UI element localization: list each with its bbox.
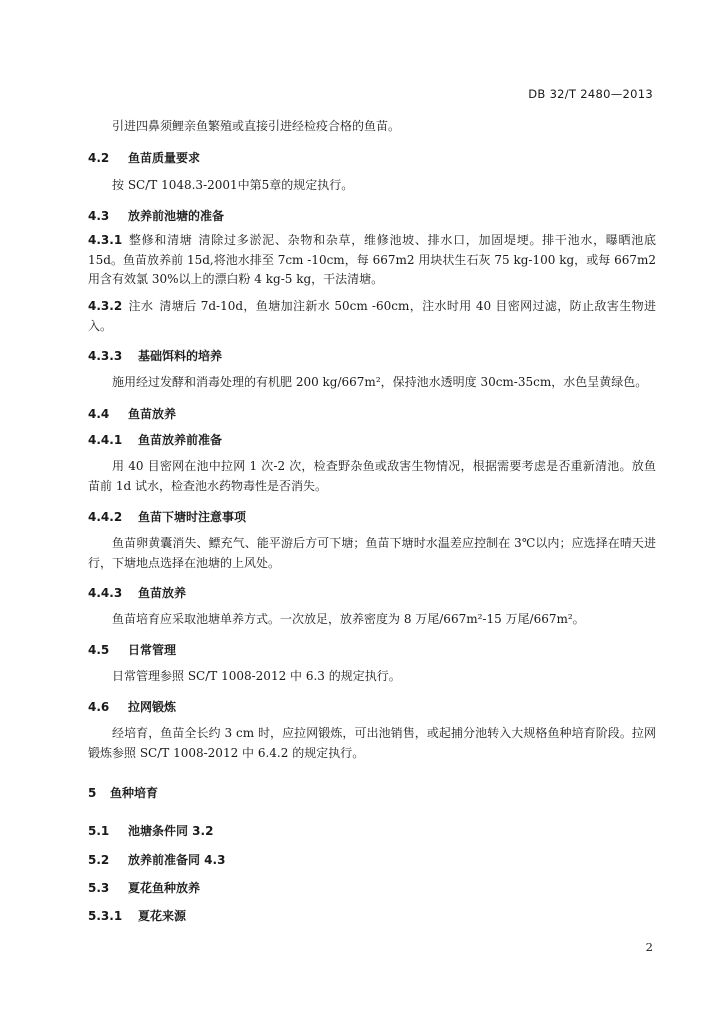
heading-number: 5.3 bbox=[88, 881, 110, 895]
heading-number: 5 bbox=[88, 786, 97, 800]
section-title: 注水 bbox=[128, 299, 154, 313]
heading-4-4-3 bbox=[88, 584, 186, 601]
heading-number: 5.1 bbox=[88, 824, 110, 838]
heading-title: 日常管理 bbox=[128, 643, 177, 657]
heading-number: 4.4 bbox=[88, 407, 110, 421]
heading-title: 池塘条件同 3.2 bbox=[128, 824, 214, 838]
heading-5 bbox=[88, 784, 158, 801]
heading-number: 5.3.1 bbox=[88, 909, 123, 923]
heading-4-3-3 bbox=[88, 347, 222, 364]
heading-number: 4.3 bbox=[88, 209, 110, 223]
heading-4-4-2 bbox=[88, 508, 246, 525]
heading-title: 鱼苗放养 bbox=[128, 407, 177, 421]
section-title: 整修和清塘 bbox=[128, 233, 193, 247]
heading-number: 4.5 bbox=[88, 643, 110, 657]
page-number: 2 bbox=[645, 940, 653, 954]
section-text: 清塘后 7d-10d，鱼塘加注新水 50cm -60cm，注水时用 40 目密网过滤，防止敌害生物进入。 bbox=[88, 299, 656, 333]
heading-number: 5.2 bbox=[88, 853, 110, 867]
heading-4-2 bbox=[88, 149, 200, 166]
heading-5-3 bbox=[88, 879, 200, 896]
heading-number: 4.4.2 bbox=[88, 510, 123, 524]
paragraph-4-3-3: 施用经过发酵和消毒处理的有机肥 200 kg/667m²，保持池水透明度 30cm-35cm，水色呈黄绿色。 bbox=[112, 375, 648, 389]
paragraph-4-4-3: 鱼苗培育应采取池塘单养方式。一次放足，放养密度为 8 万尾/667m²-15 万尾/667m²。 bbox=[112, 612, 585, 626]
heading-5-1 bbox=[88, 822, 213, 839]
heading-number: 4.3.3 bbox=[88, 349, 123, 363]
heading-title: 放养前池塘的准备 bbox=[128, 209, 225, 223]
heading-5-3-1 bbox=[88, 907, 186, 924]
paragraph-4-5: 日常管理参照 SC/T 1008-2012 中 6.3 的规定执行。 bbox=[112, 669, 401, 683]
paragraph-4-6: 经培育，鱼苗全长约 3 cm 时，应拉网锻炼，可出池销售，或起捕分池转入大规格鱼种培育阶段。拉网锻炼参照 SC/T 1008-2012 中 6.4.2 的规定执行。 bbox=[88, 726, 656, 760]
paragraph-4-2: 按 SC/T 1048.3-2001中第5章的规定执行。 bbox=[112, 178, 354, 192]
paragraph-4-4-2: 鱼苗卵黄囊消失、鳔充气、能平游后方可下塘；鱼苗下塘时水温差应控制在 3℃以内；应选择在晴天进行，下塘地点选择在池塘的上风处。 bbox=[88, 536, 656, 570]
heading-4-4 bbox=[88, 405, 176, 422]
heading-title: 鱼苗放养 bbox=[138, 586, 187, 600]
heading-number: 4.6 bbox=[88, 700, 110, 714]
heading-title: 鱼苗下塘时注意事项 bbox=[138, 510, 247, 524]
heading-4-3 bbox=[88, 207, 224, 224]
heading-title: 鱼种培育 bbox=[110, 786, 159, 800]
heading-4-6 bbox=[88, 698, 176, 715]
section-4-3-1 bbox=[88, 231, 656, 290]
heading-title: 夏花来源 bbox=[138, 909, 187, 923]
heading-title: 夏花鱼种放养 bbox=[128, 881, 201, 895]
heading-5-2 bbox=[88, 851, 225, 868]
heading-title: 拉网锻炼 bbox=[128, 700, 177, 714]
section-number: 4.3.2 bbox=[88, 299, 123, 313]
paragraph-intro: 引进四鼻须鲤亲鱼繁殖或直接引进经检疫合格的鱼苗。 bbox=[112, 119, 401, 133]
heading-title: 鱼苗质量要求 bbox=[128, 151, 201, 165]
heading-number: 4.4.1 bbox=[88, 433, 123, 447]
standard-code: DB 32/T 2480—2013 bbox=[528, 87, 653, 101]
section-4-3-2 bbox=[88, 297, 656, 336]
heading-title: 基础饵料的培养 bbox=[138, 349, 223, 363]
section-number: 4.3.1 bbox=[88, 233, 123, 247]
heading-4-5 bbox=[88, 641, 176, 658]
heading-number: 4.4.3 bbox=[88, 586, 123, 600]
paragraph-4-4-1: 用 40 目密网在池中拉网 1 次-2 次，检查野杂鱼或敌害生物情况，根据需要考虑是否重新清池。放鱼苗前 1d 试水，检查池水药物毒性是否消失。 bbox=[88, 459, 656, 493]
heading-title: 鱼苗放养前准备 bbox=[138, 433, 223, 447]
heading-number: 4.2 bbox=[88, 151, 110, 165]
section-text: 清除过多淤泥、杂物和杂草，维修池坡、排水口，加固堤埂。排干池水，曝晒池底 15d。鱼苗放养前 15d,将池水排至 7cm -10cm，每 667m2 用块状生石灰 75 kg-100 kg，或每 667m2 用含有效氯 30%以上的漂白粉 4 kg-5 kg，干法清塘。 bbox=[88, 233, 656, 286]
heading-4-4-1 bbox=[88, 431, 222, 448]
heading-title: 放养前准备同 4.3 bbox=[128, 853, 226, 867]
